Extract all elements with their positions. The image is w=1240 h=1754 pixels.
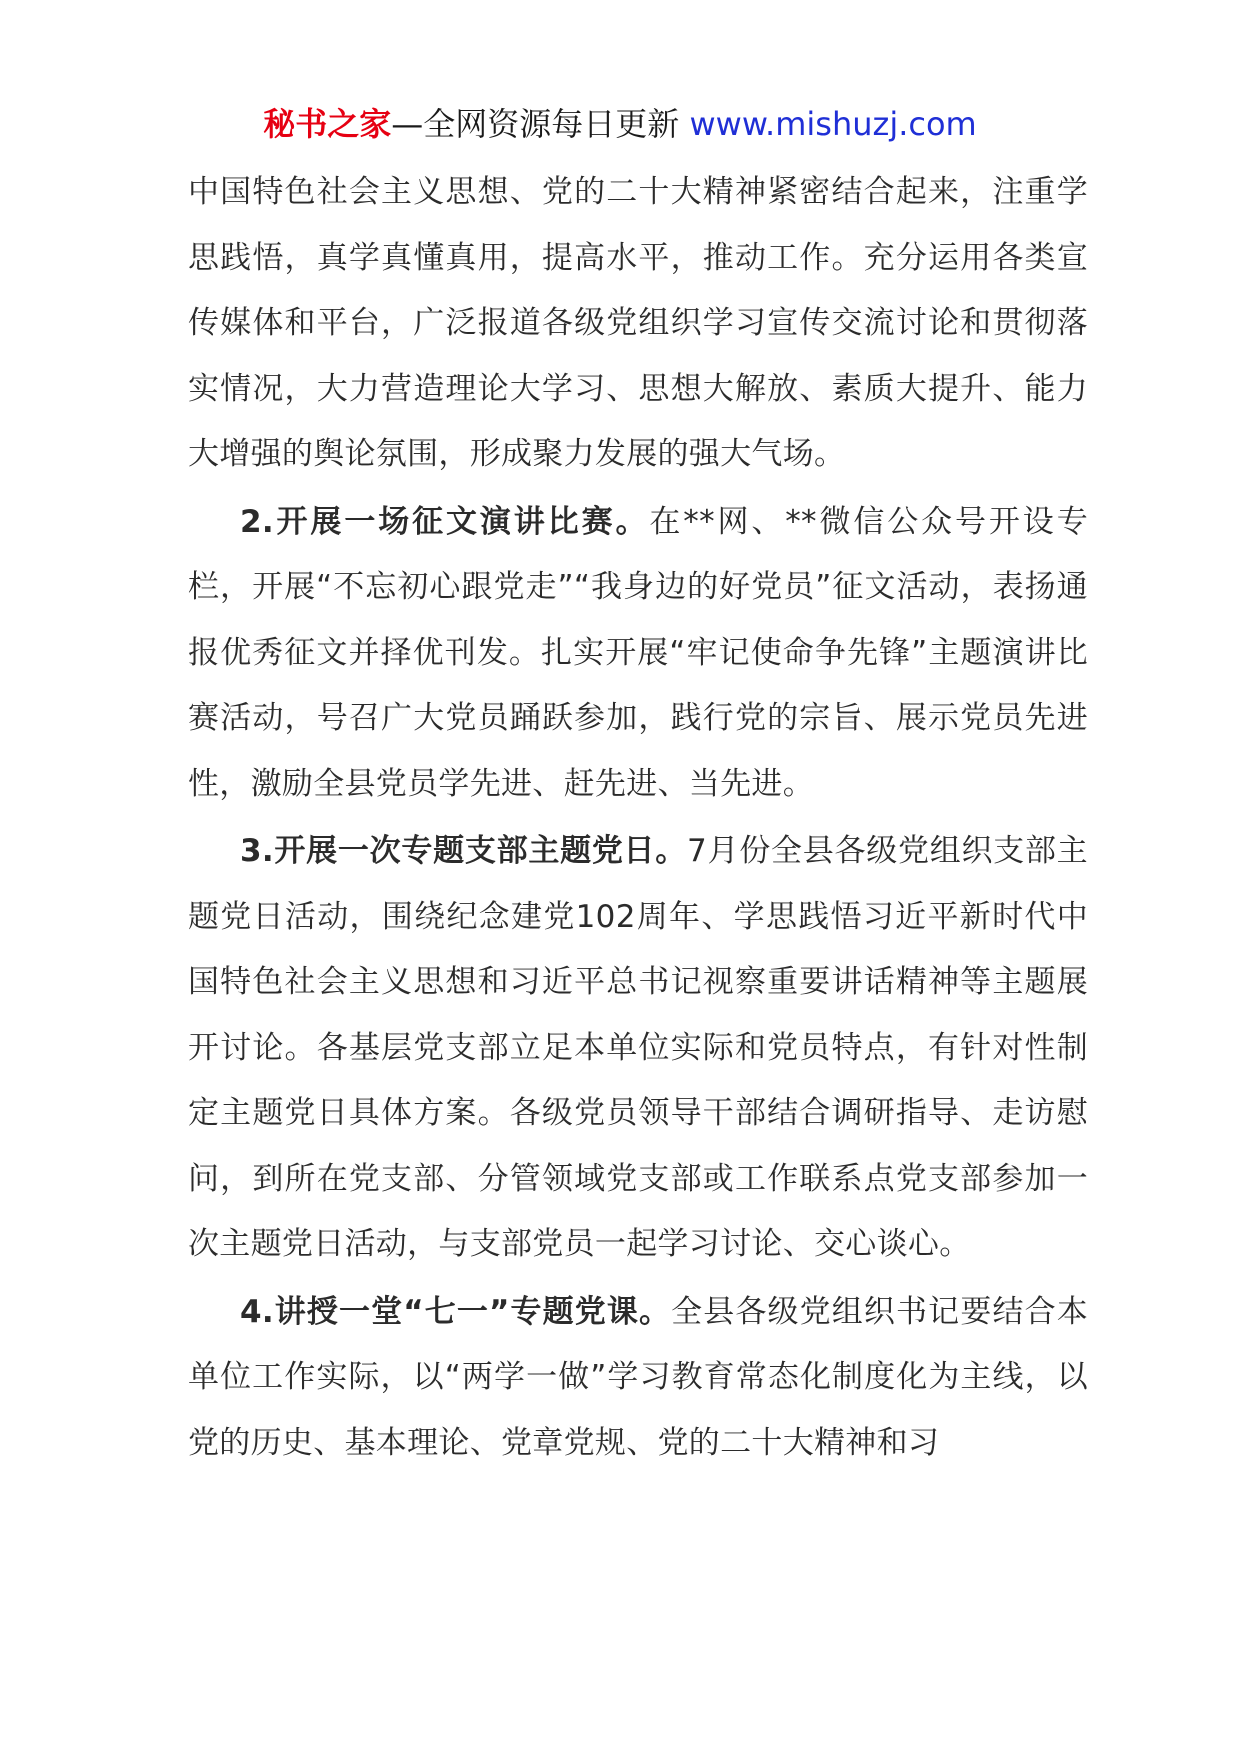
site-slogan: —全网资源每日更新: [391, 105, 680, 143]
paragraph-text: 全县各级党组织书记要结合本单位工作实际，以“两学一做”学习教育常态化制度化为主线，以党的历史、基本理论、党章党规、党的二十大精神和习: [188, 1293, 1088, 1461]
site-url-link[interactable]: www.mishuzj.com: [689, 105, 977, 143]
paragraph-continuation: [188, 160, 1088, 488]
document-body: [188, 160, 1088, 1476]
paragraph-text: 在**网、**微信公众号开设专栏，开展“不忘初心跟党走”“我身边的好党员”征文活动，表扬通报优秀征文并择优刊发。扎实开展“牢记使命争先锋”主题演讲比赛活动，号召广大党员踊跃参加，践行党的宗旨、展示党员先进性，激励全县党员学先进、赶先进、当先进。: [188, 503, 1088, 802]
paragraph-text: 中国特色社会主义思想、党的二十大精神紧密结合起来，注重学思践悟，真学真懂真用，提高水平，推动工作。充分运用各类宣传媒体和平台，广泛报道各级党组织学习宣传交流讨论和贯彻落实情况，大力营造理论大学习、思想大解放、素质大提升、能力大增强的舆论氛围，形成聚力发展的强大气场。: [188, 174, 1088, 472]
paragraph-heading: 4.讲授一堂“七一”专题党课。: [240, 1293, 672, 1330]
paragraph-text: 7月份全县各级党组织支部主题党日活动，围绕纪念建党102周年、学思践悟习近平新时代中国特色社会主义思想和习近平总书记视察重要讲话精神等主题展开讨论。各基层党支部立足本单位实际和党员特点，有针对性制定主题党日具体方案。各级党员领导干部结合调研指导、走访慰问，到所在党支部、分管领域党支部或工作联系点党支部参加一次主题党日活动，与支部党员一起学习讨论、交心谈心。: [188, 833, 1088, 1262]
paragraph-party-day: [188, 819, 1088, 1278]
site-header: [0, 100, 1240, 148]
paragraph-heading: 2.开展一场征文演讲比赛。: [240, 503, 650, 540]
brand-name: 秘书之家: [263, 105, 392, 143]
paragraph-heading: 3.开展一次专题支部主题党日。: [240, 833, 688, 869]
paragraph-party-lesson: [188, 1280, 1088, 1477]
paragraph-essay-contest: [188, 490, 1088, 818]
